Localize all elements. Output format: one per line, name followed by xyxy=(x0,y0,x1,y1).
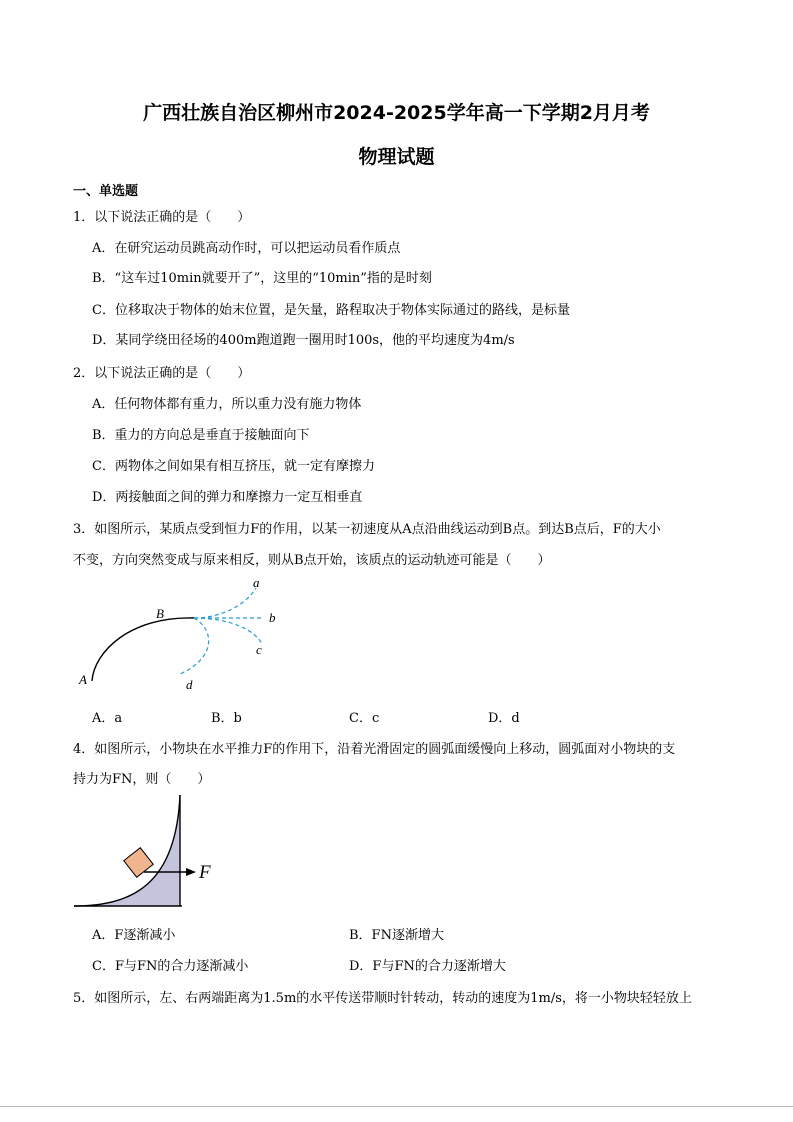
path-a-dashed xyxy=(194,588,256,618)
page-subtitle: 物理试题 xyxy=(358,146,435,168)
q4-arc-figure xyxy=(72,793,222,913)
page-title: 广西壮族自治区柳州市2024-2025学年高一下学期2月月考 xyxy=(143,102,650,124)
curve-c-label: c xyxy=(256,642,262,657)
point-b-label: B xyxy=(156,606,164,621)
curve-b-label: b xyxy=(269,610,276,625)
q4-option-a: A．F逐渐减小 xyxy=(92,928,176,943)
q3-option-b: B．b xyxy=(211,711,242,726)
q4-option-c: C．F与FN的合力逐渐减小 xyxy=(92,959,249,974)
q1-option-b: B．“这车过10min就要开了”，这里的“10min”指的是时刻 xyxy=(92,271,432,286)
section-heading: 一、单选题 xyxy=(73,184,139,199)
question-2-stem: 2．以下说法正确的是（ ） xyxy=(73,366,251,381)
q2-option-d: D．两接触面之间的弹力和摩擦力一定互相垂直 xyxy=(92,490,363,505)
q1-option-d: D．某同学绕田径场的400m跑道跑一圈用时100s，他的平均速度为4m/s xyxy=(92,333,515,348)
path-d-dashed xyxy=(180,618,209,674)
question-4-stem-line2: 持力为FN，则（ ） xyxy=(73,772,211,787)
point-a-label: A xyxy=(79,672,87,687)
force-f-label: F xyxy=(199,862,211,883)
question-1-stem: 1．以下说法正确的是（ ） xyxy=(73,210,251,225)
q4-option-d: D．F与FN的合力逐渐增大 xyxy=(349,959,506,974)
question-3-stem-line2: 不变，方向突然变成与原来相反，则从B点开始，该质点的运动轨迹可能是（ ） xyxy=(73,553,551,568)
page-bottom-divider xyxy=(0,1106,793,1107)
q2-option-c: C．两物体之间如果有相互挤压，就一定有摩擦力 xyxy=(92,459,375,474)
q1-option-a: A．在研究运动员跳高动作时，可以把运动员看作质点 xyxy=(92,241,401,256)
small-block xyxy=(124,848,153,877)
q4-option-b: B．FN逐渐增大 xyxy=(349,928,444,943)
curve-d-label: d xyxy=(186,677,193,692)
arc-surface-fill xyxy=(74,795,180,906)
q1-option-c: C．位移取决于物体的始末位置，是矢量，路程取决于物体实际通过的路线，是标量 xyxy=(92,303,570,318)
curve-a-label: a xyxy=(253,575,260,590)
question-4-stem-line1: 4．如图所示，小物块在水平推力F的作用下，沿着光滑固定的圆弧面缓慢向上移动，圆弧面对小物块的支 xyxy=(73,742,676,757)
question-3-stem-line1: 3．如图所示，某质点受到恒力F的作用，以某一初速度从A点沿曲线运动到B点。到达B点后，F的大小 xyxy=(73,522,661,537)
q3-option-c: C．c xyxy=(349,711,380,726)
q2-option-a: A．任何物体都有重力，所以重力没有施力物体 xyxy=(92,397,362,412)
q2-option-b: B．重力的方向总是垂直于接触面向下 xyxy=(92,428,310,443)
force-f-arrowhead xyxy=(186,868,196,876)
q3-trajectory-figure xyxy=(70,574,300,698)
q3-option-a: A．a xyxy=(92,711,123,726)
question-5-stem-line1: 5．如图所示，左、右两端距离为1.5m的水平传送带顺时针转动，转动的速度为1m/s，将一小物块轻轻放上 xyxy=(73,991,692,1006)
q3-option-d: D．d xyxy=(488,711,520,726)
path-c-dashed xyxy=(194,618,262,644)
trajectory-curve-ab xyxy=(92,618,194,681)
